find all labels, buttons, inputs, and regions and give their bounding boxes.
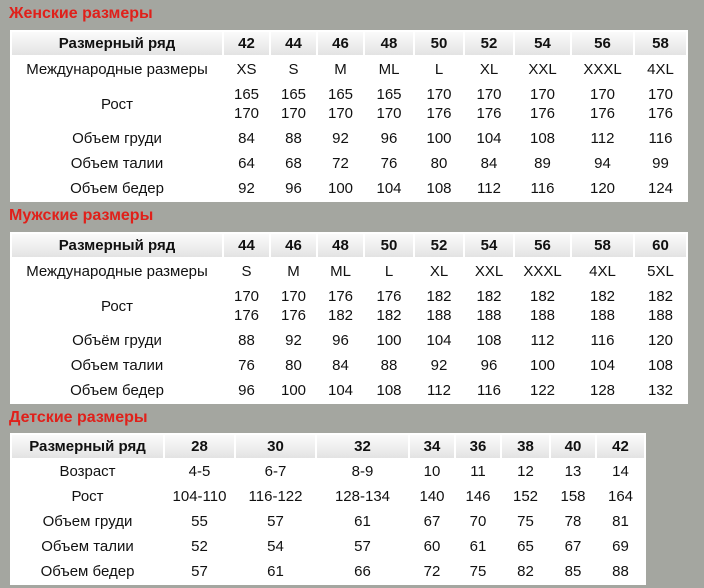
value-cell xyxy=(365,83,413,125)
value-cell: 116-122 xyxy=(236,485,315,508)
value-cell: 108 xyxy=(465,329,513,352)
value-cell: XXXL xyxy=(515,259,570,283)
kids-sizes-title: Детские размеры xyxy=(9,409,148,426)
value-line: 176 xyxy=(589,105,616,122)
header-size-cell: 32 xyxy=(317,435,408,458)
header-size-cell: 38 xyxy=(502,435,549,458)
value-cell: L xyxy=(365,259,413,283)
value-cell: XXL xyxy=(465,259,513,283)
value-cell: XL xyxy=(465,57,513,81)
value-cell: 61 xyxy=(317,510,408,533)
value-cell: 88 xyxy=(271,127,316,150)
value-line: 170 xyxy=(233,105,260,122)
value-cell: 140 xyxy=(410,485,454,508)
value-cell: 4XL xyxy=(572,259,633,283)
header-row xyxy=(12,32,686,55)
value-cell: 96 xyxy=(318,329,363,352)
row-label-cell: Объем бедер xyxy=(12,379,222,402)
value-line: 176 xyxy=(233,307,260,324)
row-label-cell: Объем бедер xyxy=(12,560,163,583)
value-line: 165 xyxy=(233,86,260,103)
value-cell: XXXL xyxy=(572,57,633,81)
value-cell: 67 xyxy=(410,510,454,533)
header-row xyxy=(12,234,686,257)
value-line: 182 xyxy=(476,288,502,305)
header-size-cell: 28 xyxy=(165,435,234,458)
kids-size-table xyxy=(10,433,646,585)
header-size-cell: 48 xyxy=(365,32,413,55)
value-line: 170 xyxy=(376,105,402,122)
table-row xyxy=(12,285,686,327)
value-cell: 128-134 xyxy=(317,485,408,508)
value-line: 182 xyxy=(529,288,556,305)
value-cell: 76 xyxy=(365,152,413,175)
value-line: 165 xyxy=(280,86,307,103)
men-sizes-title: Мужские размеры xyxy=(9,207,154,224)
value-cell: 96 xyxy=(224,379,269,402)
value-cell: 64 xyxy=(224,152,269,175)
value-line: 176 xyxy=(280,307,307,324)
value-cell: 65 xyxy=(502,535,549,558)
value-cell: 112 xyxy=(415,379,463,402)
table-row xyxy=(12,329,686,352)
value-cell: 164 xyxy=(597,485,644,508)
header-size-cell: 36 xyxy=(456,435,500,458)
value-cell: 94 xyxy=(572,152,633,175)
value-cell: 84 xyxy=(465,152,513,175)
value-line: 188 xyxy=(529,307,556,324)
table-row xyxy=(12,379,686,402)
value-cell: 108 xyxy=(635,354,686,377)
value-cell: 82 xyxy=(502,560,549,583)
header-size-cell: 58 xyxy=(635,32,686,55)
value-cell: 57 xyxy=(317,535,408,558)
row-label-cell: Объем талии xyxy=(12,535,163,558)
header-size-cell: 42 xyxy=(597,435,644,458)
header-size-cell: 50 xyxy=(415,32,463,55)
value-cell xyxy=(415,83,463,125)
value-cell: 85 xyxy=(551,560,595,583)
table-row xyxy=(12,354,686,377)
value-cell: XXL xyxy=(515,57,570,81)
value-cell: 100 xyxy=(365,329,413,352)
header-size-cell: 56 xyxy=(515,234,570,257)
value-line: 188 xyxy=(476,307,502,324)
row-label-cell: Международные размеры xyxy=(12,259,222,283)
table-row xyxy=(12,127,686,150)
value-line: 170 xyxy=(280,288,307,305)
value-cell: M xyxy=(318,57,363,81)
value-cell xyxy=(635,285,686,327)
header-size-cell: 44 xyxy=(271,32,316,55)
women-sizes-title: Женские размеры xyxy=(9,5,153,22)
value-cell: 104-110 xyxy=(165,485,234,508)
value-cell: 112 xyxy=(465,177,513,200)
value-cell xyxy=(224,285,269,327)
value-cell: 96 xyxy=(465,354,513,377)
value-cell: 69 xyxy=(597,535,644,558)
value-line: 176 xyxy=(647,105,674,122)
row-label-cell: Объём груди xyxy=(12,329,222,352)
value-cell: 12 xyxy=(502,460,549,483)
value-line: 188 xyxy=(589,307,616,324)
table-row xyxy=(12,57,686,81)
value-cell: 72 xyxy=(410,560,454,583)
value-cell xyxy=(271,285,316,327)
row-label-cell: Объем груди xyxy=(12,127,222,150)
value-cell xyxy=(572,285,633,327)
value-cell: 96 xyxy=(365,127,413,150)
header-size-cell: 46 xyxy=(318,32,363,55)
header-size-cell: 52 xyxy=(465,32,513,55)
value-cell: 132 xyxy=(635,379,686,402)
value-cell: 68 xyxy=(271,152,316,175)
value-cell: 57 xyxy=(236,510,315,533)
value-line: 176 xyxy=(327,288,354,305)
value-cell: 146 xyxy=(456,485,500,508)
value-cell: 80 xyxy=(415,152,463,175)
value-cell: 61 xyxy=(236,560,315,583)
value-cell: 100 xyxy=(515,354,570,377)
value-cell: 11 xyxy=(456,460,500,483)
value-cell: 108 xyxy=(365,379,413,402)
value-cell: 116 xyxy=(515,177,570,200)
table-row xyxy=(12,535,644,558)
row-label-cell: Возраст xyxy=(12,460,163,483)
value-cell xyxy=(515,83,570,125)
value-cell: 14 xyxy=(597,460,644,483)
value-cell xyxy=(365,285,413,327)
value-cell xyxy=(572,83,633,125)
value-cell: 96 xyxy=(271,177,316,200)
value-cell: 55 xyxy=(165,510,234,533)
value-line: 176 xyxy=(476,105,502,122)
value-cell: 52 xyxy=(165,535,234,558)
value-cell: 61 xyxy=(456,535,500,558)
value-cell: 112 xyxy=(572,127,633,150)
value-cell: 84 xyxy=(318,354,363,377)
value-cell: 100 xyxy=(271,379,316,402)
value-cell xyxy=(465,83,513,125)
value-cell: 67 xyxy=(551,535,595,558)
row-label-cell: Рост xyxy=(12,485,163,508)
header-size-cell: 54 xyxy=(465,234,513,257)
header-label-cell: Размерный ряд xyxy=(12,234,222,257)
table-row xyxy=(12,259,686,283)
value-line: 188 xyxy=(426,307,452,324)
value-cell: 10 xyxy=(410,460,454,483)
value-cell: 84 xyxy=(224,127,269,150)
value-line: 188 xyxy=(647,307,674,324)
value-cell: 116 xyxy=(572,329,633,352)
value-cell: 66 xyxy=(317,560,408,583)
value-cell: 81 xyxy=(597,510,644,533)
value-cell: 57 xyxy=(165,560,234,583)
value-cell: 104 xyxy=(572,354,633,377)
value-cell: 158 xyxy=(551,485,595,508)
value-cell: ML xyxy=(318,259,363,283)
value-cell: 88 xyxy=(597,560,644,583)
value-cell: ML xyxy=(365,57,413,81)
value-cell: 100 xyxy=(415,127,463,150)
value-line: 170 xyxy=(476,86,502,103)
value-cell: 120 xyxy=(572,177,633,200)
table-row xyxy=(12,177,686,200)
value-line: 165 xyxy=(376,86,402,103)
value-line: 170 xyxy=(280,105,307,122)
value-cell: 116 xyxy=(635,127,686,150)
value-cell: 75 xyxy=(502,510,549,533)
value-cell: 72 xyxy=(318,152,363,175)
value-line: 170 xyxy=(647,86,674,103)
value-cell: 76 xyxy=(224,354,269,377)
value-cell xyxy=(465,285,513,327)
table-row xyxy=(12,485,644,508)
header-size-cell: 40 xyxy=(551,435,595,458)
row-label-cell: Объем бедер xyxy=(12,177,222,200)
value-cell: 108 xyxy=(415,177,463,200)
header-size-cell: 44 xyxy=(224,234,269,257)
table-row xyxy=(12,510,644,533)
row-label-cell: Рост xyxy=(12,83,222,125)
value-cell: 4XL xyxy=(635,57,686,81)
header-label-cell: Размерный ряд xyxy=(12,435,163,458)
value-line: 170 xyxy=(426,86,452,103)
header-size-cell: 56 xyxy=(572,32,633,55)
value-cell xyxy=(318,285,363,327)
value-cell: 89 xyxy=(515,152,570,175)
value-cell: 92 xyxy=(224,177,269,200)
table-row xyxy=(12,83,686,125)
value-cell: 92 xyxy=(271,329,316,352)
value-line: 165 xyxy=(327,86,354,103)
header-row xyxy=(12,435,644,458)
value-cell: 152 xyxy=(502,485,549,508)
row-label-cell: Объем талии xyxy=(12,354,222,377)
value-cell: 108 xyxy=(515,127,570,150)
value-cell xyxy=(415,285,463,327)
value-line: 176 xyxy=(376,288,402,305)
value-line: 176 xyxy=(529,105,556,122)
value-cell: 128 xyxy=(572,379,633,402)
value-line: 170 xyxy=(233,288,260,305)
men-size-table xyxy=(10,232,688,404)
value-line: 170 xyxy=(589,86,616,103)
value-cell: 5XL xyxy=(635,259,686,283)
value-cell: 112 xyxy=(515,329,570,352)
value-line: 182 xyxy=(376,307,402,324)
header-size-cell: 60 xyxy=(635,234,686,257)
value-line: 170 xyxy=(529,86,556,103)
header-size-cell: 42 xyxy=(224,32,269,55)
header-size-cell: 34 xyxy=(410,435,454,458)
header-size-cell: 48 xyxy=(318,234,363,257)
value-cell xyxy=(271,83,316,125)
value-cell: 124 xyxy=(635,177,686,200)
value-cell: L xyxy=(415,57,463,81)
header-size-cell: 58 xyxy=(572,234,633,257)
table-row xyxy=(12,560,644,583)
value-line: 182 xyxy=(589,288,616,305)
value-cell: 78 xyxy=(551,510,595,533)
row-label-cell: Объем груди xyxy=(12,510,163,533)
header-label-cell: Размерный ряд xyxy=(12,32,222,55)
value-line: 170 xyxy=(327,105,354,122)
value-cell: 54 xyxy=(236,535,315,558)
value-cell: 104 xyxy=(465,127,513,150)
header-size-cell: 54 xyxy=(515,32,570,55)
table-row xyxy=(12,152,686,175)
value-cell xyxy=(515,285,570,327)
value-cell: 104 xyxy=(365,177,413,200)
value-cell xyxy=(318,83,363,125)
value-cell xyxy=(224,83,269,125)
value-cell: 8-9 xyxy=(317,460,408,483)
value-cell: 75 xyxy=(456,560,500,583)
value-cell: 80 xyxy=(271,354,316,377)
value-cell: XL xyxy=(415,259,463,283)
women-size-table xyxy=(10,30,688,202)
value-cell: 88 xyxy=(365,354,413,377)
table-row xyxy=(12,460,644,483)
value-line: 182 xyxy=(327,307,354,324)
value-cell: 104 xyxy=(415,329,463,352)
value-cell: 70 xyxy=(456,510,500,533)
value-cell: 6-7 xyxy=(236,460,315,483)
value-cell: 92 xyxy=(415,354,463,377)
value-cell: 4-5 xyxy=(165,460,234,483)
value-cell: 122 xyxy=(515,379,570,402)
value-cell: 116 xyxy=(465,379,513,402)
value-cell xyxy=(635,83,686,125)
value-cell: S xyxy=(271,57,316,81)
row-label-cell: Рост xyxy=(12,285,222,327)
value-cell: 99 xyxy=(635,152,686,175)
value-cell: XS xyxy=(224,57,269,81)
value-cell: 104 xyxy=(318,379,363,402)
header-size-cell: 50 xyxy=(365,234,413,257)
row-label-cell: Международные размеры xyxy=(12,57,222,81)
value-cell: 88 xyxy=(224,329,269,352)
value-line: 182 xyxy=(647,288,674,305)
value-cell: 120 xyxy=(635,329,686,352)
value-cell: 100 xyxy=(318,177,363,200)
value-cell: 13 xyxy=(551,460,595,483)
header-size-cell: 30 xyxy=(236,435,315,458)
row-label-cell: Объем талии xyxy=(12,152,222,175)
value-line: 176 xyxy=(426,105,452,122)
header-size-cell: 46 xyxy=(271,234,316,257)
value-cell: M xyxy=(271,259,316,283)
value-cell: 92 xyxy=(318,127,363,150)
value-cell: S xyxy=(224,259,269,283)
value-cell: 60 xyxy=(410,535,454,558)
value-line: 182 xyxy=(426,288,452,305)
header-size-cell: 52 xyxy=(415,234,463,257)
